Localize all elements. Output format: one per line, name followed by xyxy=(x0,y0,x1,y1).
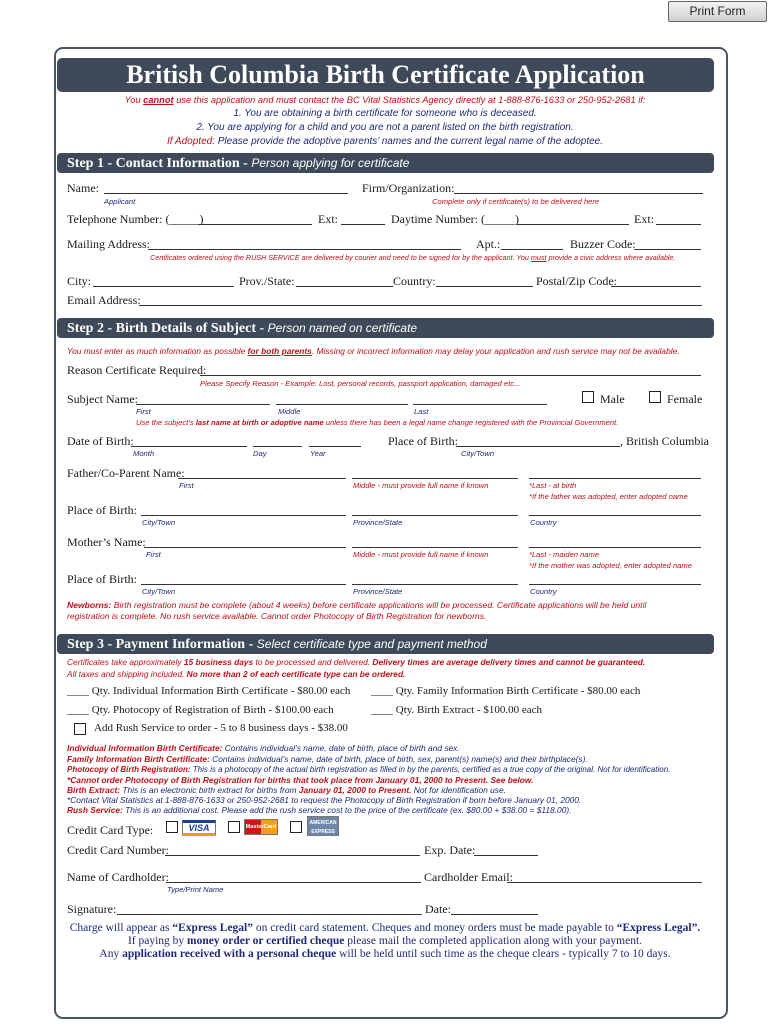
amex-checkbox[interactable] xyxy=(290,821,302,833)
ext-field[interactable] xyxy=(341,224,385,225)
day-hint: Day xyxy=(253,449,267,458)
ext2-label: Ext: xyxy=(634,212,654,226)
reason-label: Reason Certificate Required: xyxy=(67,363,207,377)
daytime-label: Daytime Number: (_____) xyxy=(391,212,519,226)
desc-photocopy-restriction: *Cannot order Photocopy of Birth Registration for births that took place from January 01, 2000 to Present. See below. xyxy=(67,775,534,785)
mother-middle-field[interactable] xyxy=(352,547,518,548)
apt-label: Apt.: xyxy=(476,237,501,251)
month-hint: Month xyxy=(133,449,155,458)
type-print-hint: Type/Print Name xyxy=(167,885,224,894)
footer-line-3: Any application received with a personal cheque will be held until such time as the cheque clears - typically 7 to 10 days. xyxy=(99,948,671,960)
apt-field[interactable] xyxy=(501,249,563,250)
reason-hint: Please Specify Reason - Example: Lost, personal records, passport application, damaged etc... xyxy=(200,379,521,388)
processing-note: Certificates take approximately 15 business days to be processed and delivered. Delivery times are average delivery times and cannot be guaranteed. xyxy=(67,657,646,667)
subject-middle-field[interactable] xyxy=(276,404,408,405)
father-first-hint: First xyxy=(179,481,194,490)
pob-field[interactable] xyxy=(456,446,620,447)
newborn-note-2: registration is complete. No rush service available. Cannot order Photocopy of Birth Registration for newborns. xyxy=(67,611,487,621)
visa-logo: VISA xyxy=(182,820,216,836)
postal-label: Postal/Zip Code: xyxy=(536,274,617,288)
step1-header: Step 1 - Contact Information - Person applying for certificate xyxy=(57,153,714,173)
dob-day-field[interactable] xyxy=(253,446,302,447)
pob-label: Place of Birth: xyxy=(388,434,458,448)
cc-number-field[interactable] xyxy=(165,855,420,856)
last-hint: Last xyxy=(414,407,429,416)
father-city-hint: City/Town xyxy=(142,518,176,527)
ext-label: Ext: xyxy=(318,212,338,226)
intro-line-3: 2. You are applying for a child and you are not a parent listed on the birth registration. xyxy=(196,122,574,133)
mother-pob-prov-field[interactable] xyxy=(352,584,518,585)
father-middle-field[interactable] xyxy=(352,478,518,479)
subject-name-label: Subject Name: xyxy=(67,392,138,406)
firm-hint: Complete only if certificate(s) to be delivered here xyxy=(432,197,600,206)
applicant-hint: Applicant xyxy=(104,197,136,206)
page-title: British Columbia Birth Certificate Application xyxy=(57,58,714,92)
male-label: Male xyxy=(600,392,625,406)
father-middle-hint: Middle - must provide full name if known xyxy=(353,481,489,490)
qty-extract[interactable]: ____ Qty. Birth Extract - $100.00 each xyxy=(371,704,542,716)
firm-field[interactable] xyxy=(454,193,703,194)
step2-header: Step 2 - Birth Details of Subject - Person named on certificate xyxy=(57,318,714,338)
daytime-field[interactable] xyxy=(516,224,629,225)
buzzer-field[interactable] xyxy=(634,249,701,250)
qty-individual[interactable]: ____ Qty. Individual Information Birth Certificate - $80.00 each xyxy=(67,685,351,697)
cardholder-email-label: Cardholder Email: xyxy=(424,870,513,884)
postal-field[interactable] xyxy=(611,286,701,287)
father-prov-hint: Province/State xyxy=(353,518,403,527)
desc-rush: Rush Service: This is an additional cost. Please add the rush service cost to the price of the certificate (ex. $80.00 + $38.00 = $118.00). xyxy=(67,805,572,815)
year-hint: Year xyxy=(310,449,326,458)
dob-label: Date of Birth: xyxy=(67,434,134,448)
cardholder-field[interactable] xyxy=(166,882,421,883)
father-adopt-hint: *If the father was adopted, enter adopted name xyxy=(529,492,688,501)
prov-label: Prov./State: xyxy=(239,274,295,288)
cc-number-label: Credit Card Number: xyxy=(67,843,169,857)
pob-city-hint: City/Town xyxy=(461,449,495,458)
amex-logo: AMERICAN EXPRESS xyxy=(307,816,339,836)
intro-line-4: If Adopted: Please provide the adoptive parents’ names and the current legal name of the adoptee. xyxy=(166,136,604,147)
print-form-button[interactable]: Print Form xyxy=(668,1,767,22)
mother-label: Mother’s Name: xyxy=(67,535,146,549)
mother-pob-city-field[interactable] xyxy=(141,584,346,585)
mother-last-hint: *Last - maiden name xyxy=(529,550,600,559)
father-country-hint: Country xyxy=(530,518,557,527)
buzzer-label: Buzzer Code: xyxy=(570,237,636,251)
ext2-field[interactable] xyxy=(656,224,701,225)
qty-photocopy[interactable]: ____ Qty. Photocopy of Registration of Birth - $100.00 each xyxy=(67,704,334,716)
desc-extract: Birth Extract: This is an electronic birth extract for births from January 01, 2000 to Present. Not for identification use. xyxy=(67,785,506,795)
country-field[interactable] xyxy=(436,286,533,287)
mastercard-checkbox[interactable] xyxy=(228,821,240,833)
prov-field[interactable] xyxy=(296,286,393,287)
subject-first-field[interactable] xyxy=(136,404,270,405)
rush-address-hint: Certificates ordered using the RUSH SERVICE are delivered by courier and need to be signed for by the applicant. You must provide a civic address where available. xyxy=(150,253,676,262)
country-label: Country: xyxy=(393,274,436,288)
telephone-field[interactable] xyxy=(198,224,312,225)
father-last-field[interactable] xyxy=(529,478,701,479)
subject-last-field[interactable] xyxy=(413,404,547,405)
rush-service-checkbox[interactable] xyxy=(74,723,86,735)
qty-family[interactable]: ____ Qty. Family Information Birth Certificate - $80.00 each xyxy=(371,685,641,697)
intro-line-1: You cannot use this application and must contact the BC Vital Statistics Agency directly at 1-888-876-1633 or 250-952-2681 if: xyxy=(124,95,646,105)
mother-first-hint: First xyxy=(146,550,161,559)
subject-name-hint: Use the subject’s last name at birth or adoptive name unless there has been a legal name change registered with the Provincial Government. xyxy=(136,418,619,427)
father-pob-country-field[interactable] xyxy=(529,515,701,516)
mother-city-hint: City/Town xyxy=(142,587,176,596)
telephone-label: Telephone Number: (_____) xyxy=(67,212,204,226)
desc-photocopy: Photocopy of Birth Registration: This is a photocopy of the actual birth registration as filled in by the parents, certified as a true copy of the original. Not for identification. xyxy=(67,765,671,774)
mother-last-field[interactable] xyxy=(529,547,701,548)
mother-first-field[interactable] xyxy=(144,547,346,548)
reason-field[interactable] xyxy=(200,375,701,376)
father-label: Father/Co-Parent Name: xyxy=(67,466,185,480)
desc-contact: *Contact Vital Statistics at 1-888-876-1633 or 250-952-2681 to request the Photocopy of Birth Registration if born before January 01, 2000. xyxy=(67,795,582,805)
email-label: Email Address: xyxy=(67,293,141,307)
mother-pob-label: Place of Birth: xyxy=(67,572,137,586)
father-first-field[interactable] xyxy=(178,478,346,479)
father-pob-label: Place of Birth: xyxy=(67,503,137,517)
male-checkbox[interactable] xyxy=(582,391,594,403)
step3-header: Step 3 - Payment Information - Select certificate type and payment method xyxy=(57,634,714,654)
email-field[interactable] xyxy=(139,305,702,306)
name-field[interactable] xyxy=(104,193,348,194)
intro-line-2: 1. You are obtaining a birth certificate for someone who is deceased. xyxy=(233,108,537,119)
father-pob-city-field[interactable] xyxy=(141,515,346,516)
dob-year-field[interactable] xyxy=(309,446,361,447)
mastercard-logo: MasterCard xyxy=(244,819,278,835)
desc-family: Family Information Birth Certificate: Contains individual’s name, date of birth, place of birth, sex, parent(s) name(s) and their birthplace(s). xyxy=(67,754,588,764)
city-field[interactable] xyxy=(93,286,234,287)
mother-pob-country-field[interactable] xyxy=(529,584,701,585)
newborn-note-1: Newborns: Birth registration must be complete (about 4 weeks) before certificate applications will be processed. Certificate applications will be held until xyxy=(67,600,647,610)
female-checkbox[interactable] xyxy=(649,391,661,403)
british-columbia-label: , British Columbia xyxy=(620,434,710,448)
mother-prov-hint: Province/State xyxy=(353,587,403,596)
firm-label: Firm/Organization: xyxy=(362,181,455,195)
exp-date-field[interactable] xyxy=(474,855,538,856)
visa-checkbox[interactable] xyxy=(166,821,178,833)
father-last-hint: *Last - at birth xyxy=(529,481,577,490)
exp-date-label: Exp. Date: xyxy=(424,843,476,857)
name-label: Name: xyxy=(67,181,99,195)
signature-field[interactable] xyxy=(117,914,422,915)
footer-line-1: Charge will appear as “Express Legal” on credit card statement. Cheques and money orders must be made payable to “Express Legal”. xyxy=(69,922,701,934)
mailing-label: Mailing Address: xyxy=(67,237,150,251)
rush-service-label: Add Rush Service to order - 5 to 8 business days - $38.00 xyxy=(94,722,348,734)
footer-line-2: If paying by money order or certified cheque please mail the completed application along with your payment. xyxy=(127,935,643,947)
signature-label: Signature: xyxy=(67,902,117,916)
cardholder-label: Name of Cardholder: xyxy=(67,870,169,884)
mother-adopt-hint: *If the mother was adopted, enter adopted name xyxy=(529,561,692,570)
dob-month-field[interactable] xyxy=(131,446,247,447)
desc-individual: Individual Information Birth Certificate: Contains individual’s name, date of birth, place of birth and sex. xyxy=(67,743,460,753)
father-pob-prov-field[interactable] xyxy=(352,515,518,516)
female-label: Female xyxy=(667,392,703,406)
date-field[interactable] xyxy=(451,914,538,915)
city-label: City: xyxy=(67,274,92,288)
date-label: Date: xyxy=(425,902,451,916)
mother-country-hint: Country xyxy=(530,587,557,596)
parents-warning: You must enter as much information as possible for both parents. Missing or incorrect information may delay your application and rush service may not be available. xyxy=(67,346,680,356)
cardholder-email-field[interactable] xyxy=(507,882,702,883)
mailing-field[interactable] xyxy=(148,249,461,250)
cc-type-label: Credit Card Type: xyxy=(67,823,154,837)
tax-note: All taxes and shipping included. No more than 2 of each certificate type can be ordered. xyxy=(67,669,406,679)
first-hint: First xyxy=(136,407,151,416)
middle-hint: Middle xyxy=(278,407,301,416)
mother-middle-hint: Middle - must provide full name if known xyxy=(353,550,489,559)
